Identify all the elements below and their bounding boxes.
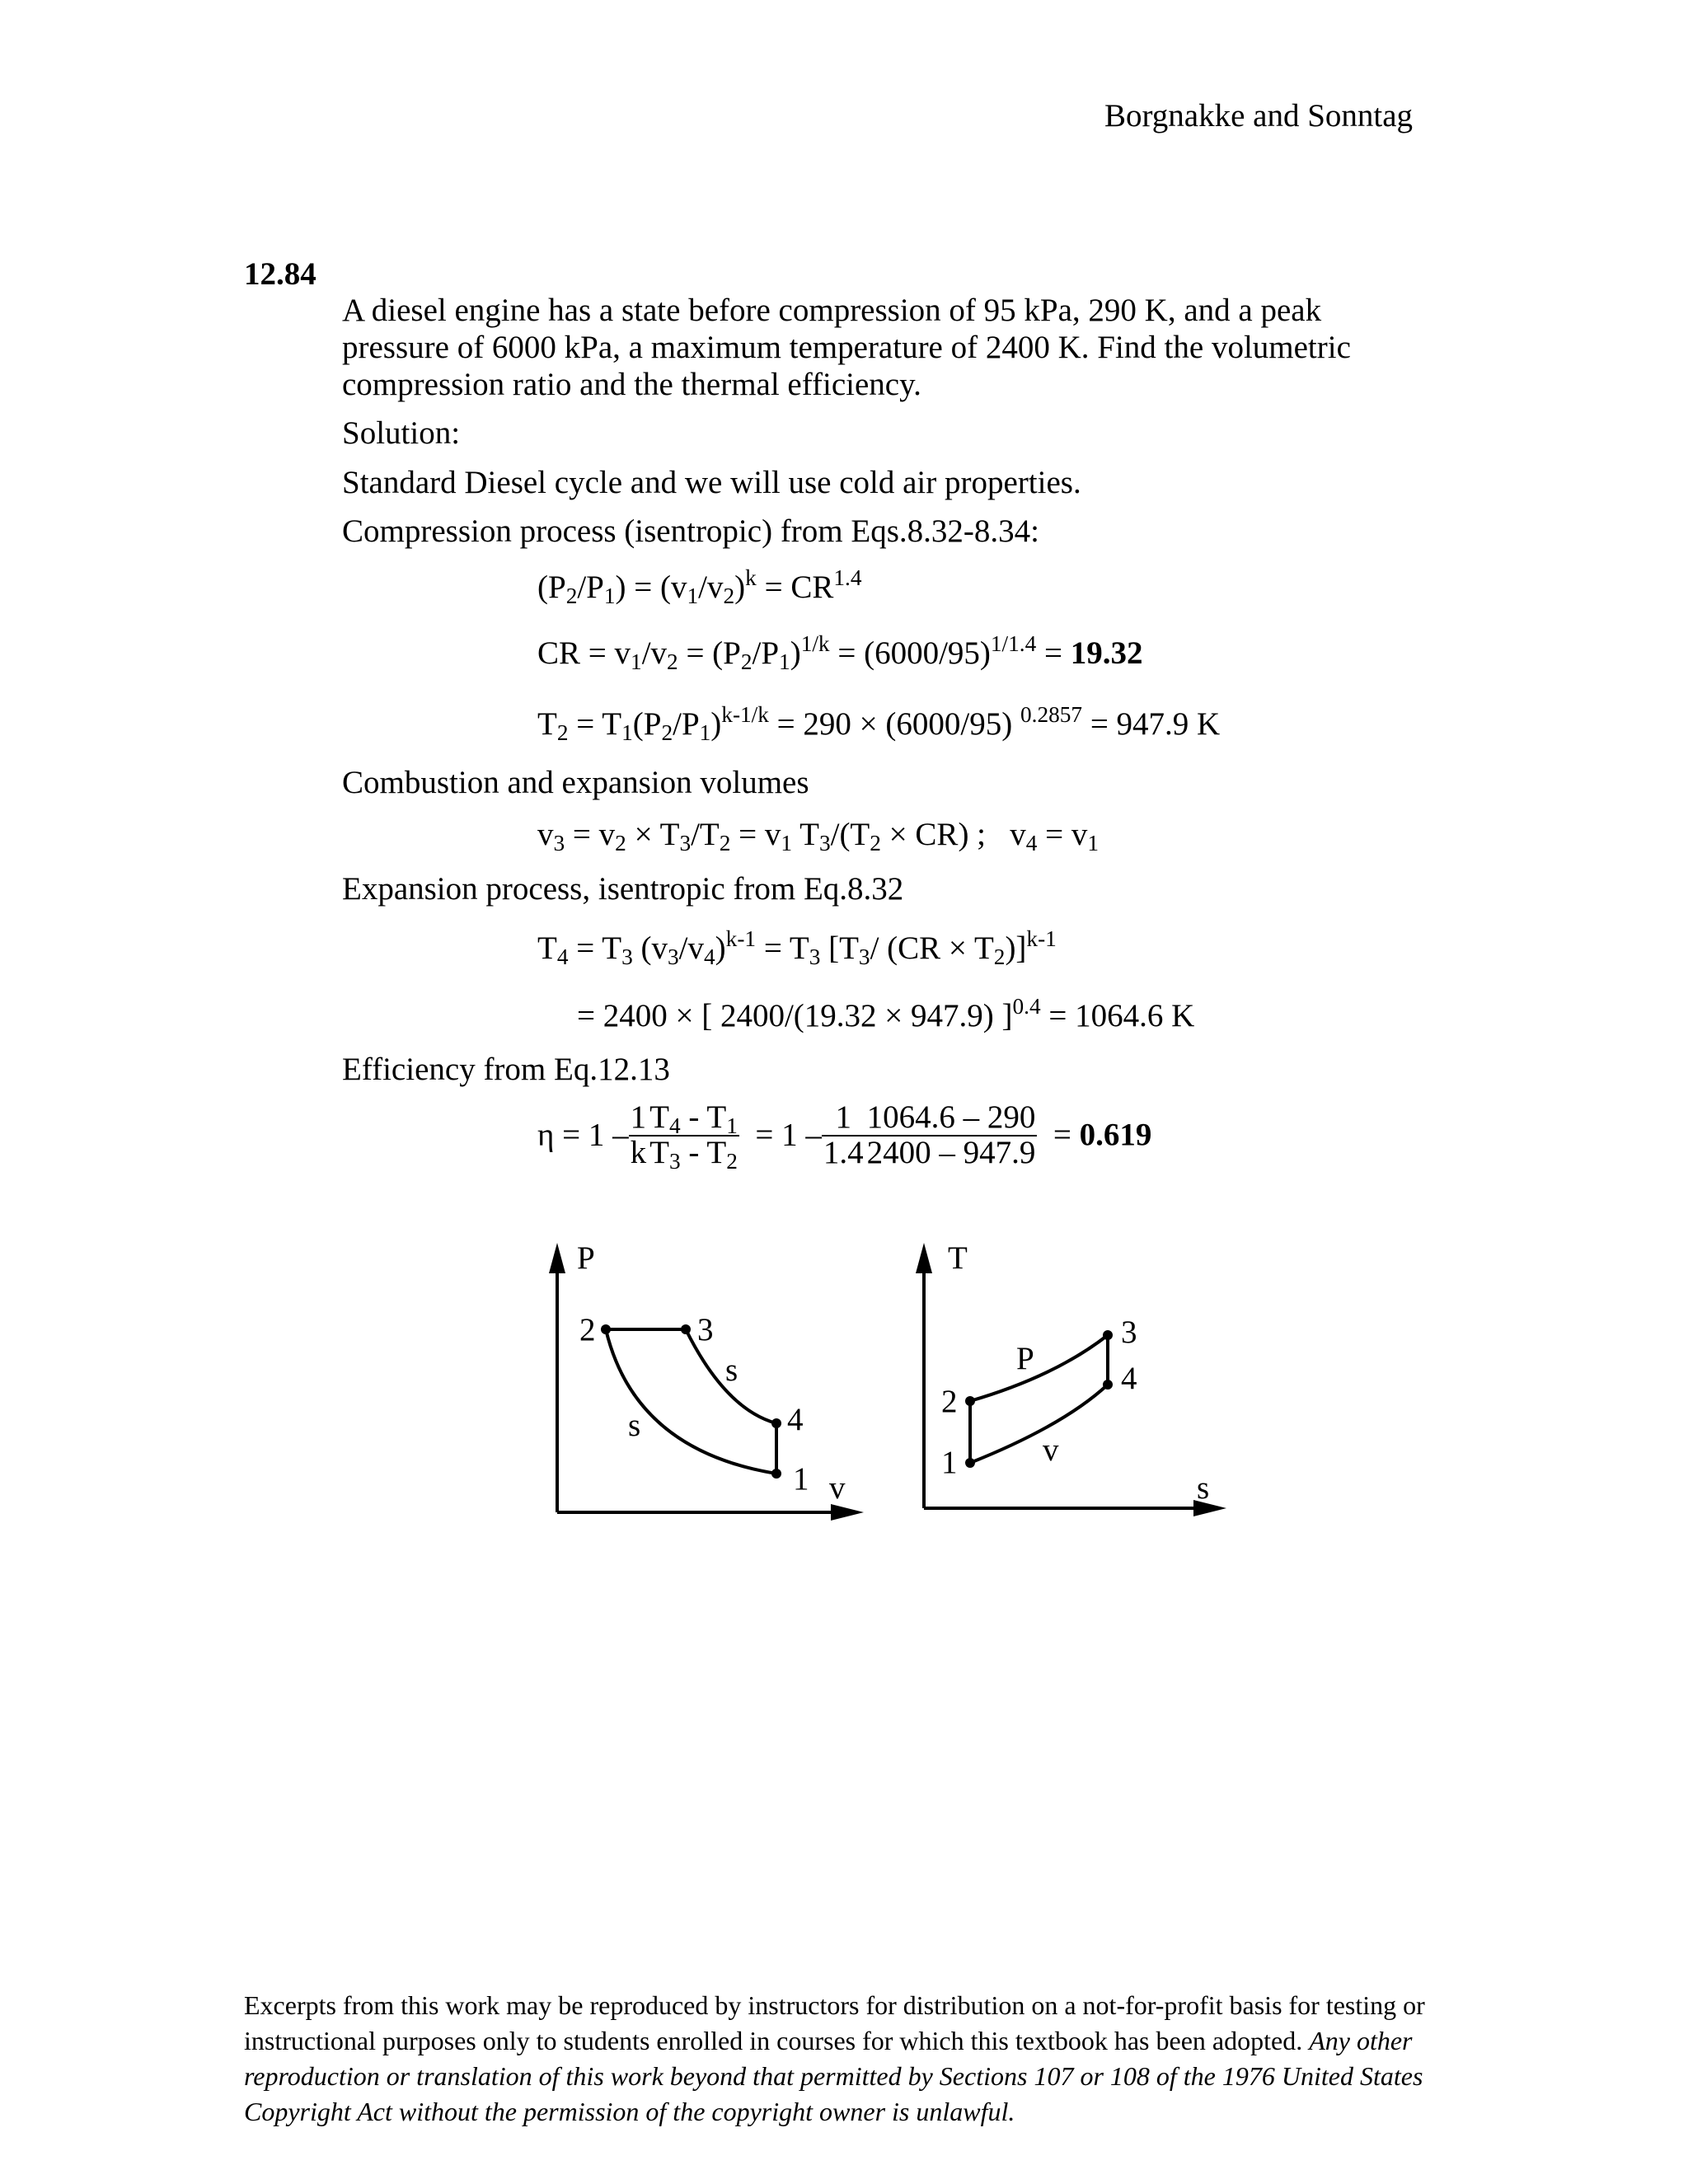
ts-y-axis-label: T <box>948 1240 968 1276</box>
t4-result: = 1064.6 K <box>1048 998 1195 1033</box>
ts-label-process-volume: v <box>1043 1432 1059 1468</box>
ts-state-3 <box>1103 1330 1113 1340</box>
t2-result: = 947.9 K <box>1090 706 1221 742</box>
fraction-one-over-1-4: $\frac{1}{1.4}$ <box>823 1099 864 1170</box>
pv-y-arrow <box>549 1243 565 1273</box>
problem-statement-line-1: A diesel engine has a state before compression of 95 kPa, 290 K, and a peak <box>342 293 1322 328</box>
pv-label-state-3: 3 <box>697 1312 714 1347</box>
ts-state-4 <box>1103 1380 1113 1390</box>
ts-label-state-4: 4 <box>1121 1361 1137 1396</box>
pv-state-2 <box>601 1324 611 1334</box>
pv-state-4 <box>771 1418 781 1428</box>
ts-x-axis-label: s <box>1197 1470 1210 1506</box>
equation-compression-ratio: CR = $v_1/v_2 = (P_2/P_1)^{1/k} = (6000/95)^{1/1.4} = 19.32$ <box>537 631 1143 674</box>
ts-process-2-3 <box>970 1335 1108 1401</box>
solution-intro: Standard Diesel cycle and we will use cold air properties. <box>342 465 1081 500</box>
equation-efficiency: η = 1 – $\frac{1}{k}$ $\frac{T_4 - T_1}{T_3 - T_2}$ = 1 – $\frac{1}{1.4}$ $\frac{1064.6 - 290}{2400 - 947.9}$ = 0.619 <box>537 1099 1152 1174</box>
pv-process-1-2 <box>606 1329 776 1474</box>
ts-label-state-1: 1 <box>941 1445 958 1480</box>
pv-y-axis-label: P <box>577 1240 595 1276</box>
equation-t2: $T_2 = T_1(P_2/P_1)^{k-1/k} = 290 \times (6000/95) ^{0.2857} = 947.9$ K <box>537 702 1221 745</box>
pv-x-axis-label: v <box>829 1470 846 1506</box>
fraction-temperature: $\frac{T_4 - T_1}{T_3 - T_2}$ <box>649 1099 738 1174</box>
ts-y-arrow <box>916 1243 932 1273</box>
ts-state-2 <box>965 1396 975 1406</box>
pv-label-state-4: 4 <box>787 1402 804 1437</box>
pv-label-state-2: 2 <box>579 1312 596 1347</box>
pv-label-process-expansion: s <box>725 1352 738 1388</box>
copyright-footer <box>244 1988 1480 2130</box>
fraction-numeric: $\frac{1064.6 - 290}{2400 - 947.9}$ <box>866 1099 1036 1170</box>
ts-state-1 <box>965 1458 975 1468</box>
equation-t4-value: = 2400 × [ 2400/(19.32 × 947.9) ]$^{0.4}$ = 1064.6 K <box>577 994 1195 1033</box>
compression-heading: Compression process (isentropic) from Eqs.8.32-8.34: <box>342 513 1039 549</box>
page-header: Borgnakke and Sonntag <box>1104 98 1414 134</box>
ts-label-state-2: 2 <box>941 1384 958 1419</box>
ts-label-state-3: 3 <box>1121 1315 1137 1350</box>
equation-pressure-ratio: $(P_2/P_1) = (v_1/v_2)^k = CR^{1.4}$ <box>537 565 862 608</box>
efficiency-heading: Efficiency from Eq.12.13 <box>342 1052 670 1087</box>
ts-label-process-pressure: P <box>1016 1341 1034 1376</box>
problem-statement-line-3: compression ratio and the thermal efficiency. <box>342 367 921 402</box>
footer-italic-text: Any other reproduction or translation of this work beyond that permitted by Sections 107 or 108 of the 1976 United States Copyright Act without the permission of the copyright owner is unlawful. <box>244 2026 1423 2126</box>
fraction-one-over-k: $\frac{1}{k}$ <box>630 1099 647 1170</box>
solution-label: Solution: <box>342 415 461 451</box>
problem-number: 12.84 <box>244 256 316 292</box>
equation-volumes: $v_3 = v_2 \times T_3/T_2 = v_1$ $T_3/(T_2 \times CR)$ ; $v_4 = v_1$ <box>537 817 1100 855</box>
compression-ratio-result: 19.32 <box>1070 635 1143 671</box>
problem-statement-line-2: pressure of 6000 kPa, a maximum temperature of 2400 K. Find the volumetric <box>342 330 1351 365</box>
pv-diagram <box>549 1243 864 1521</box>
pv-label-process-compression: s <box>628 1408 641 1443</box>
ts-diagram <box>916 1243 1226 1516</box>
pv-label-state-1: 1 <box>793 1461 809 1497</box>
pv-state-1 <box>771 1469 781 1479</box>
pv-state-3 <box>681 1324 691 1334</box>
combustion-heading: Combustion and expansion volumes <box>342 765 809 800</box>
footer-normal-text: Excerpts from this work may be reproduced by instructors for distribution on a not-for-profit basis for testing or instructional purposes only to students enrolled in courses for which this textbook has been adopted. <box>244 1990 1425 2055</box>
efficiency-result: 0.619 <box>1079 1117 1152 1153</box>
equation-t4: $T_4 = T_3$ $(v_3/v_4)^{k-1} = T_3$ [$T_3/$ $(CR \times T_2)]^{k-1}$ <box>537 926 1057 969</box>
expansion-heading: Expansion process, isentropic from Eq.8.32 <box>342 871 904 907</box>
